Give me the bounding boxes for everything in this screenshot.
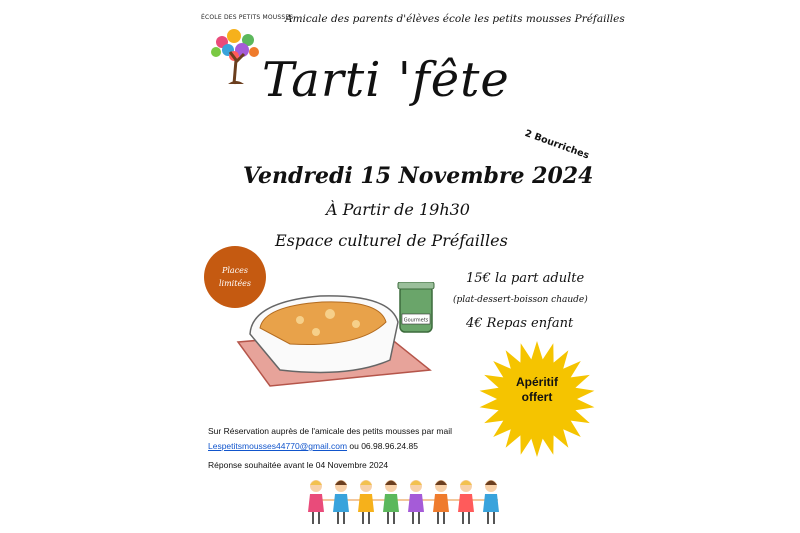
tartiflette-dish-illustration	[230, 282, 445, 392]
child-figure	[333, 480, 349, 524]
child-figure	[383, 480, 399, 524]
email-link[interactable]: Lespetitsmousses44770@gmail.com	[208, 441, 348, 451]
event-title: Tarti 'fête	[262, 52, 510, 108]
child-figure	[433, 480, 449, 524]
jar-label: Gourmets	[403, 317, 429, 324]
adult-price: 15€ la part adulte	[466, 271, 585, 286]
reply-deadline: Réponse souhaitée avant le 04 Novembre 2024	[208, 460, 389, 470]
child-figure	[458, 480, 474, 524]
children-holding-hands-illustration	[300, 474, 510, 528]
phone-number: ou 06.98.96.24.85	[347, 441, 418, 451]
organizer-line: Amicale des parents d'élèves école les petits mousses Préfailles	[285, 13, 625, 25]
child-figure	[308, 480, 324, 524]
school-logo-label: ÉCOLE DES PETITS MOUSSES	[201, 14, 294, 21]
school-tree-logo	[204, 22, 268, 88]
event-date: Vendredi 15 Novembre 2024	[243, 163, 594, 189]
child-price: 4€ Repas enfant	[466, 316, 574, 331]
child-figure	[483, 480, 499, 524]
aperitif-line-1: Apéritif	[516, 375, 558, 389]
child-figure	[358, 480, 374, 524]
aperitif-offer	[477, 375, 597, 405]
badge-line-2: limitées	[218, 279, 252, 288]
adult-price-details: (plat-dessert-boisson chaude)	[453, 295, 588, 305]
aperitif-line-2: offert	[521, 390, 553, 404]
raffle-note: 2 Bourriches	[523, 128, 591, 162]
reservation-info: Sur Réservation auprès de l'amicale des petits mousses par mail	[208, 426, 452, 436]
event-venue: Espace culturel de Préfailles	[275, 231, 508, 250]
badge-line-1: Places	[221, 266, 249, 275]
event-time: À Partir de 19h30	[326, 200, 470, 219]
child-figure	[408, 480, 424, 524]
pickle-jar	[398, 282, 434, 332]
contact-line	[208, 441, 418, 451]
